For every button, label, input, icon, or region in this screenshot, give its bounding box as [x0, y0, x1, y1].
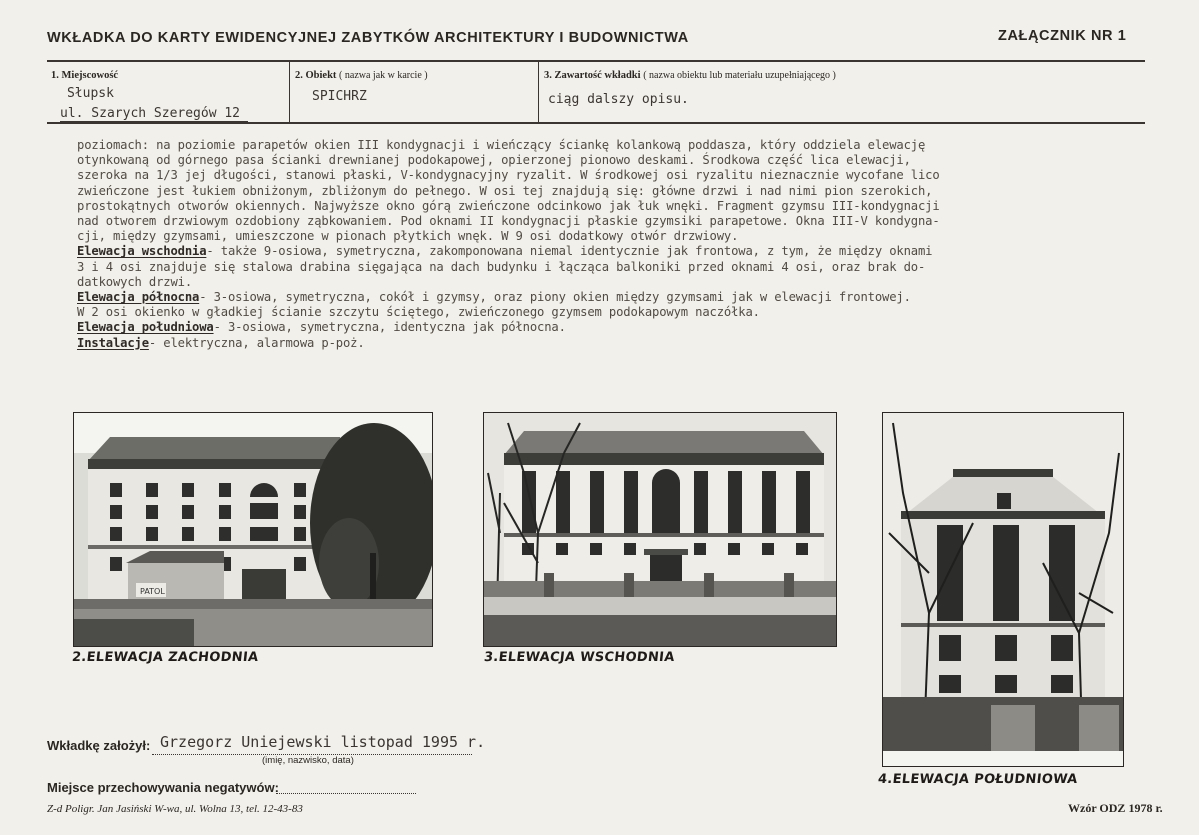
description-text	[77, 138, 1107, 351]
description-line: W 2 osi okienko w gładkiej ścianie szczytu ściętego, zwieńczonego gzymsem podokapowym naczółka.	[77, 305, 760, 320]
location-label: 1. Miejscowość	[51, 70, 119, 81]
east-elevation-image	[484, 413, 836, 646]
description-line: datkowych drzwi.	[77, 274, 192, 289]
section-heading-north: Elewacja północna	[77, 290, 200, 305]
photo-south-elevation	[882, 412, 1124, 767]
description-line: Instalacje- elektryczna, alarmowa p-poż.	[77, 335, 365, 350]
caption-south: 4.ELEWACJA POŁUDNIOWA	[877, 772, 1079, 787]
section-heading-east: Elewacja wschodnia	[77, 244, 207, 259]
object-label-note: ( nazwa jak w karcie )	[339, 70, 428, 81]
created-by-label: Wkładkę założył:	[47, 738, 151, 753]
created-by-hint: (imię, nazwisko, data)	[262, 755, 354, 766]
object-value: SPICHRZ	[312, 89, 367, 104]
section-heading-installations: Instalacje	[77, 335, 149, 350]
description-line: poziomach: na poziomie parapetów okien III kondygnacji i wieńczący ściankę kolankową poddasza, który oddziela elewację	[77, 138, 926, 152]
description-line: Elewacja południowa- 3-osiowa, symetryczna, identyczna jak północna.	[77, 320, 566, 335]
photo-east-elevation	[483, 412, 837, 647]
printer-imprint: Z-d Poligr. Jan Jasiński W-wa, ul. Wolna 13, tel. 12-43-83	[47, 803, 303, 815]
content-label-text: 3. Zawartość wkładki	[544, 70, 641, 81]
description-line: otynkowaną od górnego pasa ścianki drewnianej podokapowej, opierzonej pionowo deskami. Środkowa część lica elewacji,	[77, 153, 911, 168]
location-city: Słupsk	[67, 86, 114, 101]
divider-1	[289, 61, 290, 122]
negatives-storage-line	[276, 792, 416, 794]
description-line: Elewacja wschodnia- także 9-osiowa, symetryczna, zakomponowana niemal identycznie jak frontowa, z tym, że między oknami	[77, 244, 933, 259]
garage-sign: PATOL	[140, 587, 165, 596]
divider-2	[538, 61, 539, 122]
form-model: Wzór ODZ 1978 r.	[1068, 801, 1163, 815]
top-rule	[47, 60, 1145, 62]
created-by-value: Grzegorz Uniejewski listopad 1995 r.	[160, 733, 486, 751]
negatives-storage-label: Miejsce przechowywania negatywów:	[47, 780, 279, 795]
description-line: zwieńczone jest łukiem obniżonym, zbliżonym do pełnego. W osi tej znajdują się: główne drzwi i nad nimi pion szerokich,	[77, 183, 933, 198]
document-title: WKŁADKA DO KARTY EWIDENCYJNEJ ZABYTKÓW ARCHITEKTURY I BUDOWNICTWA	[47, 30, 689, 46]
bottom-rule	[47, 122, 1145, 124]
photo-west-elevation	[73, 412, 433, 647]
object-label	[295, 70, 428, 81]
section-heading-south: Elewacja południowa	[77, 320, 214, 335]
location-address: ul. Szarych Szeregów 12	[60, 106, 248, 122]
object-label-text: 2. Obiekt	[295, 70, 337, 81]
description-line: cji, między gzymsami, umieszczone w pionach płytkich wnęk. W 9 osi dodatkowy otwór drzwiowy.	[77, 229, 739, 244]
description-line: prostokątnych otworów okiennych. Najwyższe okno górą zwieńczone odcinkowo jak łuk wnęki. Fragment gzymsu III-kondygnacji	[77, 198, 940, 213]
description-line: 3 i 4 osi znajduje się stalowa drabina sięgająca na dach budynku i łącząca balkoniki przed oknami 4 osi, oraz brak do-	[77, 259, 926, 274]
west-elevation-image	[74, 413, 432, 646]
content-value: ciąg dalszy opisu.	[548, 92, 689, 107]
description-line: szeroka na 1/3 jej długości, stanowi płaski, V-kondygnacyjny ryzalit. W środkowej osi ryzalitu nieznacznie wycofane lico	[77, 168, 940, 183]
content-label-note: ( nazwa obiektu lub materiału uzupełniającego )	[643, 70, 836, 81]
caption-east: 3.ELEWACJA WSCHODNIA	[483, 650, 676, 665]
south-elevation-image	[883, 413, 1123, 766]
description-line: Elewacja północna- 3-osiowa, symetryczna, cokół i gzymsy, oraz piony okien między gzymsami jak w elewacji frontowej.	[77, 290, 911, 305]
content-label	[544, 70, 836, 81]
caption-west: 2.ELEWACJA ZACHODNIA	[71, 650, 260, 665]
description-line: nad otworem drzwiowym ozdobiony ząbkowaniem. Pod oknami II kondygnacji płaskie gzymsiki parapetowe. Okna III-V kondygna-	[77, 214, 940, 229]
annex-number: ZAŁĄCZNIK NR 1	[998, 28, 1127, 44]
